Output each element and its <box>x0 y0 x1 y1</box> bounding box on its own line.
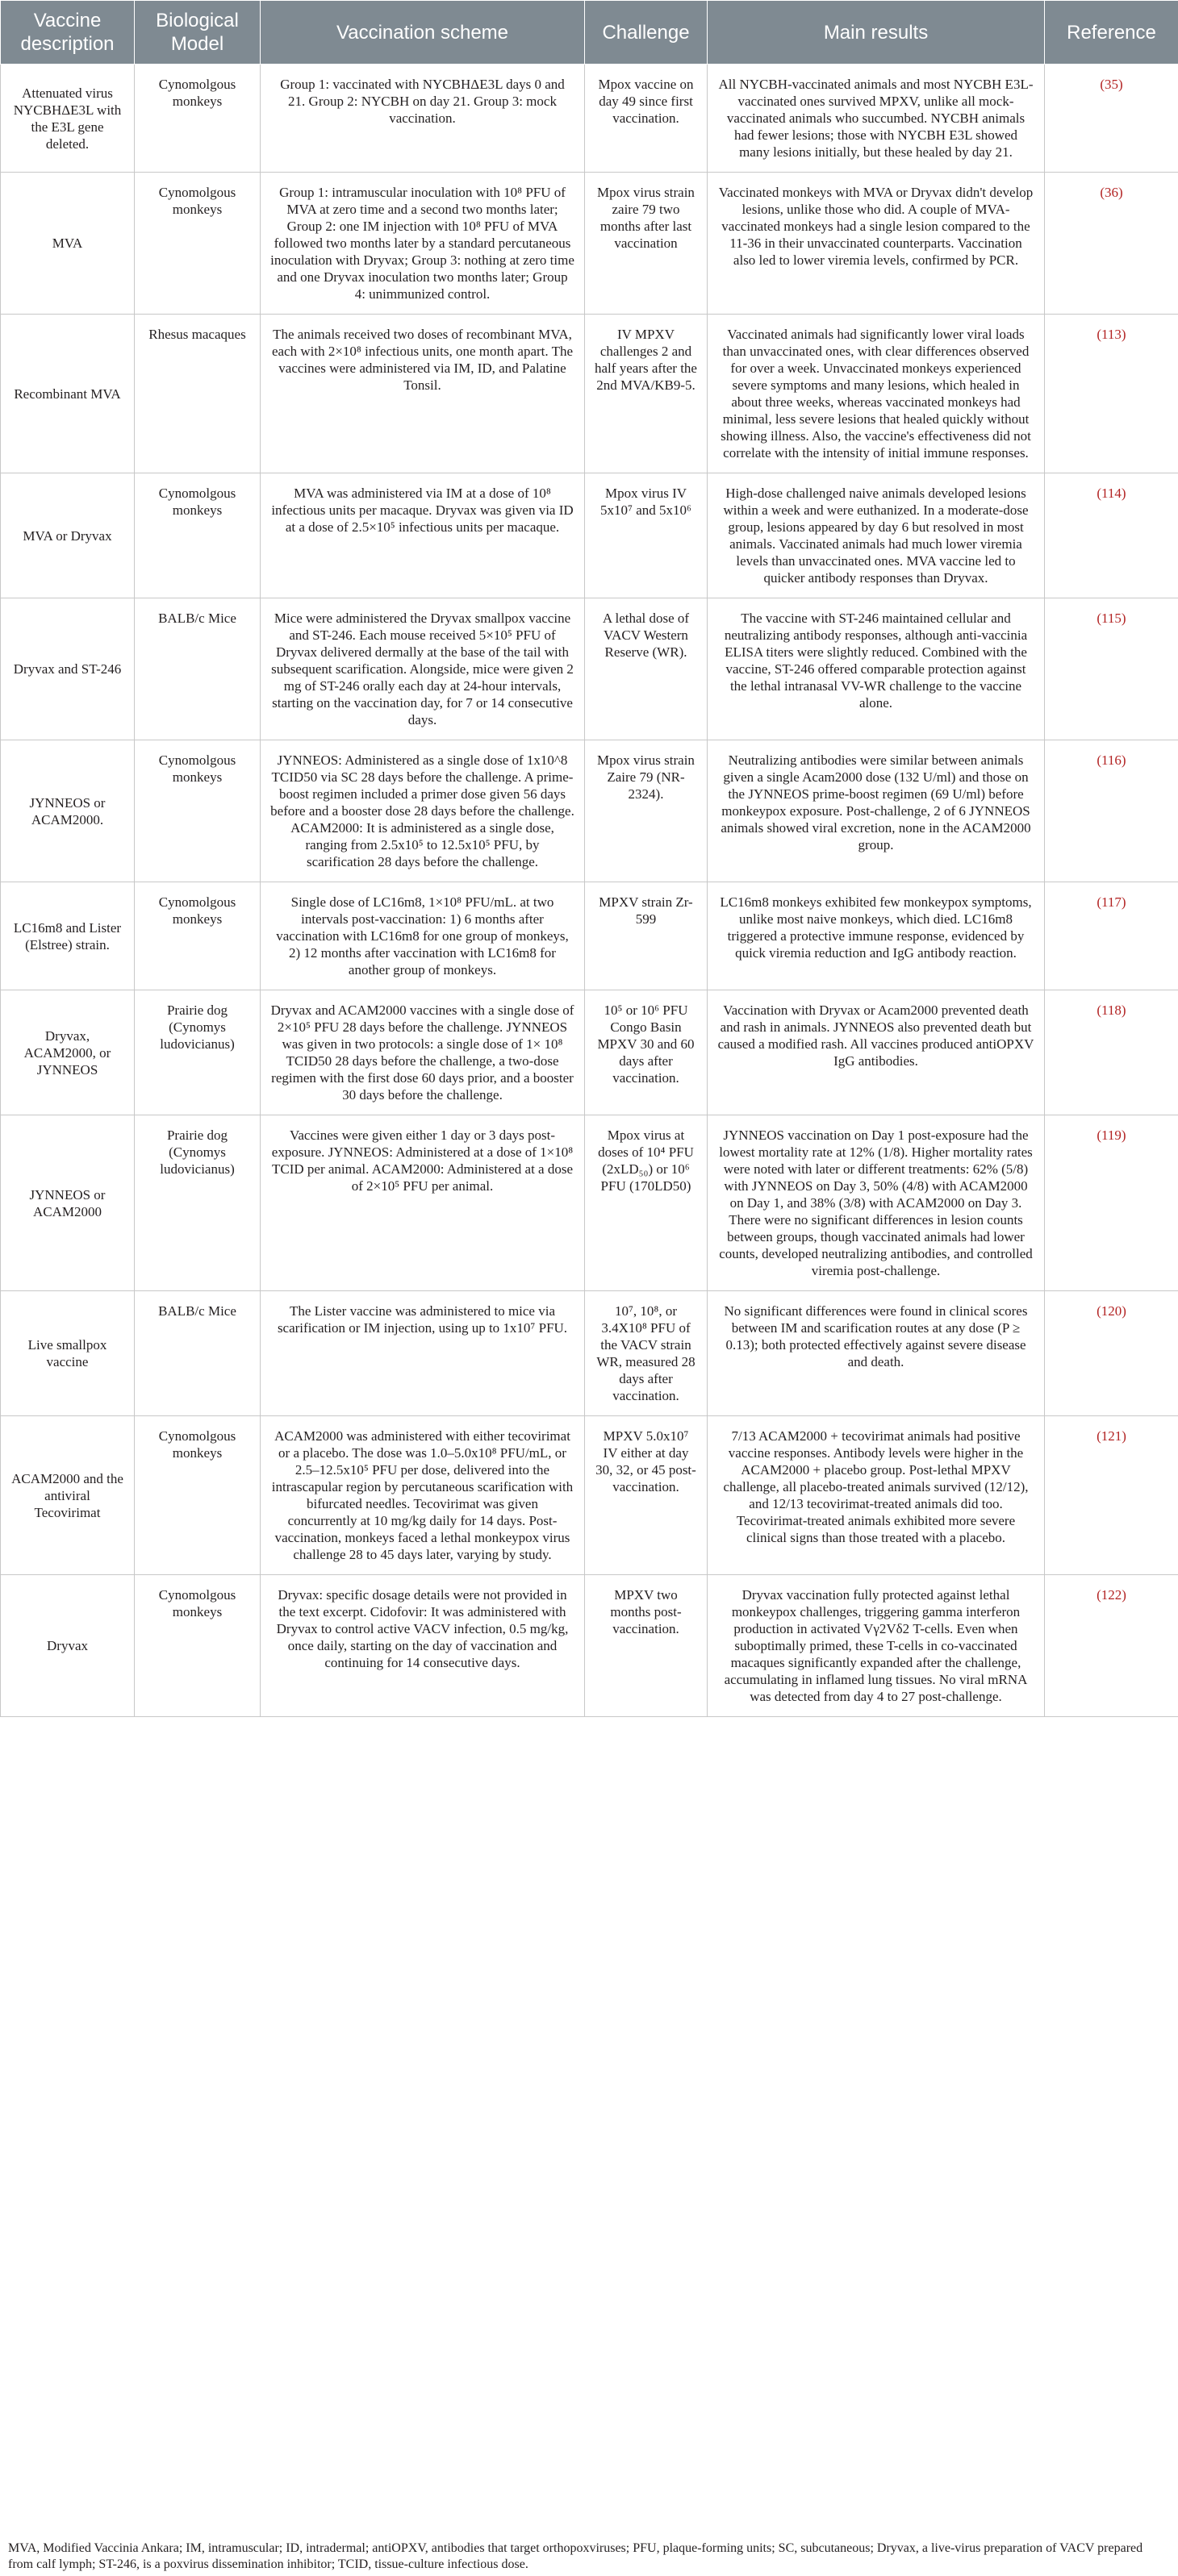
reference-link[interactable]: (117) <box>1045 882 1178 990</box>
vaccine-description-cell: Dryvax and ST-246 <box>1 598 135 740</box>
table-row <box>1 65 1178 173</box>
main-results-cell: No significant differences were found in clinical scores between IM and scarification routes at any dose (P ≥ 0.13); both protected effectively against severe disease and death. <box>708 1291 1045 1416</box>
main-results-cell: 7/13 ACAM2000 + tecovirimat animals had positive vaccine responses. Antibody levels were higher in the ACAM2000 + placebo group. Post-lethal MPXV challenge, all placebo-treated animals survived (12/12), and 12/13 tecovirimat-treated animals did too. Tecovirimat-treated animals exhibited more severe clinical signs than those treated with a placebo. <box>708 1416 1045 1575</box>
vaccination-scheme-cell: Dryvax and ACAM2000 vaccines with a single dose of 2×10⁵ PFU 28 days before the challenge. JYNNEOS was given in two protocols: a single dose of 1× 10⁸ TCID50 28 days before the challenge, a two-dose regimen with the first dose 60 days prior, and a booster 30 days before the challenge. <box>261 990 585 1115</box>
biological-model-cell: Prairie dog (Cynomys ludovicianus) <box>135 1115 261 1291</box>
reference-link[interactable]: (115) <box>1045 598 1178 740</box>
reference-link[interactable]: (122) <box>1045 1575 1178 1717</box>
header-biological-model: Biological Model <box>135 1 261 65</box>
table-row <box>1 598 1178 740</box>
main-results-cell: All NYCBH-vaccinated animals and most NYCBH E3L-vaccinated ones survived MPXV, unlike all mock-vaccinated animals who succumbed. NYCBH animals had fewer lesions; those with NYCBH E3L showed many lesions initially, but these healed by day 21. <box>708 65 1045 173</box>
reference-link[interactable]: (114) <box>1045 473 1178 598</box>
biological-model-cell: Rhesus macaques <box>135 315 261 473</box>
biological-model-cell: Cynomolgous monkeys <box>135 173 261 315</box>
vaccination-scheme-cell: Group 1: vaccinated with NYCBHΔE3L days 0 and 21. Group 2: NYCBH on day 21. Group 3: mock vaccination. <box>261 65 585 173</box>
biological-model-cell: Cynomolgous monkeys <box>135 882 261 990</box>
reference-link[interactable]: (116) <box>1045 740 1178 882</box>
reference-link[interactable]: (121) <box>1045 1416 1178 1575</box>
challenge-cell: Mpox virus at doses of 10⁴ PFU (2xLD₅₀) or 10⁶ PFU (170LD50) <box>585 1115 708 1291</box>
reference-link[interactable]: (118) <box>1045 990 1178 1115</box>
main-results-cell: Dryvax vaccination fully protected against lethal monkeypox challenges, triggering gamma interferon production in activated Vγ2Vδ2 T-cells. Even when suboptimally primed, these T-cells in co-vaccinated macaques significantly expanded after the challenge, accumulating in inflamed lung tissues. No viral mRNA was detected from day 4 to 27 post-challenge. <box>708 1575 1045 1717</box>
vaccination-scheme-cell: Mice were administered the Dryvax smallpox vaccine and ST-246. Each mouse received 5×10⁵ PFU of Dryvax delivered dermally at the base of the tail with subsequent scarification. Alongside, mice were given 2 mg of ST-246 orally each day at 24-hour intervals, starting on the vaccination day, for 7 or 14 consecutive days. <box>261 598 585 740</box>
header-vaccine-description: Vaccine description <box>1 1 135 65</box>
vaccination-scheme-cell: Dryvax: specific dosage details were not provided in the text excerpt. Cidofovir: It was administered with Dryvax to control active VACV infection, 0.5 mg/kg, once daily, starting on the day of vaccination and continuing for 14 consecutive days. <box>261 1575 585 1717</box>
table-body <box>1 65 1178 1717</box>
table-row <box>1 1115 1178 1291</box>
challenge-cell: Mpox virus IV 5x10⁷ and 5x10⁶ <box>585 473 708 598</box>
table-row <box>1 173 1178 315</box>
table-row <box>1 1291 1178 1416</box>
vaccine-description-cell: Dryvax, ACAM2000, or JYNNEOS <box>1 990 135 1115</box>
vaccination-scheme-cell: Vaccines were given either 1 day or 3 days post-exposure. JYNNEOS: Administered at a dose of 1×10⁸ TCID per animal. ACAM2000: Administered at a dose of 2×10⁵ PFU per animal. <box>261 1115 585 1291</box>
vaccine-description-cell: MVA <box>1 173 135 315</box>
vaccination-scheme-cell: MVA was administered via IM at a dose of 10⁸ infectious units per macaque. Dryvax was given via ID at a dose of 2.5×10⁵ infectious units per macaque. <box>261 473 585 598</box>
vaccination-scheme-cell: JYNNEOS: Administered as a single dose of 1x10^8 TCID50 via SC 28 days before the challenge. A prime-boost regimen included a primer dose given 56 days before and a booster dose 28 days before the challenge. ACAM2000: It is administered as a single dose, ranging from 2.5x10⁵ to 12.5x10⁵ PFU, by scarification 28 days before the challenge. <box>261 740 585 882</box>
main-results-cell: JYNNEOS vaccination on Day 1 post-exposure had the lowest mortality rate at 12% (1/8). Higher mortality rates were noted with later or different treatments: 62% (5/8) with JYNNEOS on Day 3, 50% (4/8) with ACAM2000 on Day 1, and 38% (3/8) with ACAM2000 on Day 3. There were no significant differences in lesion counts between groups, though vaccinated animals had lower counts, developed neutralizing antibodies, and controlled viremia post-challenge. <box>708 1115 1045 1291</box>
vaccine-description-cell: Live smallpox vaccine <box>1 1291 135 1416</box>
vaccination-scheme-cell: ACAM2000 was administered with either tecovirimat or a placebo. The dose was 1.0–5.0x10⁸ PFU/mL, or 2.5–12.5x10⁵ PFU per dose, delivered into the intrascapular region by percutaneous scarification with bifurcated needles. Tecovirimat was given concurrently at 10 mg/kg daily for 14 days. Post-vaccination, monkeys faced a lethal monkeypox virus challenge 28 to 45 days later, varying by study. <box>261 1416 585 1575</box>
vaccine-description-cell: Recombinant MVA <box>1 315 135 473</box>
challenge-cell: 10⁵ or 10⁶ PFU Congo Basin MPXV 30 and 60 days after vaccination. <box>585 990 708 1115</box>
vaccine-description-cell: LC16m8 and Lister (Elstree) strain. <box>1 882 135 990</box>
challenge-cell: IV MPXV challenges 2 and half years after the 2nd MVA/KB9-5. <box>585 315 708 473</box>
biological-model-cell: BALB/c Mice <box>135 1291 261 1416</box>
vaccine-description-cell: JYNNEOS or ACAM2000 <box>1 1115 135 1291</box>
main-results-cell: The vaccine with ST-246 maintained cellular and neutralizing antibody responses, although anti-vaccinia ELISA titers were slightly reduced. Combined with the vaccine, ST-246 offered comparable protection against the lethal intranasal VV-WR challenge to the vaccine alone. <box>708 598 1045 740</box>
vaccine-description-cell: Attenuated virus NYCBHΔE3L with the E3L gene deleted. <box>1 65 135 173</box>
biological-model-cell: Cynomolgous monkeys <box>135 740 261 882</box>
vaccine-description-cell: MVA or Dryvax <box>1 473 135 598</box>
main-results-cell: Neutralizing antibodies were similar between animals given a single Acam2000 dose (132 U/ml) and those on the JYNNEOS prime-boost regimen (69 U/ml) before monkeypox exposure. Post-challenge, 2 of 6 JYNNEOS animals showed viral excretion, none in the ACAM2000 group. <box>708 740 1045 882</box>
biological-model-cell: Cynomolgous monkeys <box>135 65 261 173</box>
table-row <box>1 1416 1178 1575</box>
table-row <box>1 882 1178 990</box>
vaccination-scheme-cell: The Lister vaccine was administered to mice via scarification or IM injection, using up to 1x10⁷ PFU. <box>261 1291 585 1416</box>
table-row <box>1 473 1178 598</box>
biological-model-cell: Prairie dog (Cynomys ludovicianus) <box>135 990 261 1115</box>
challenge-cell: MPXV two months post-vaccination. <box>585 1575 708 1717</box>
vaccine-description-cell: Dryvax <box>1 1575 135 1717</box>
challenge-cell: MPXV strain Zr-599 <box>585 882 708 990</box>
table-row <box>1 740 1178 882</box>
table-row <box>1 990 1178 1115</box>
table-row <box>1 315 1178 473</box>
header-vaccination-scheme: Vaccination scheme <box>261 1 585 65</box>
vaccination-scheme-cell: Single dose of LC16m8, 1×10⁸ PFU/mL. at two intervals post-vaccination: 1) 6 months after vaccination with LC16m8 for one group of monkeys, 2) 12 months after vaccination with LC16m8 for another group of monkeys. <box>261 882 585 990</box>
reference-link[interactable]: (119) <box>1045 1115 1178 1291</box>
main-results-cell: High-dose challenged naive animals developed lesions within a week and were euthanized. In a moderate-dose group, lesions appeared by day 6 but resolved in most animals. Vaccinated animals had much lower viremia levels than unvaccinated ones. MVA vaccine led to quicker antibody responses than Dryvax. <box>708 473 1045 598</box>
challenge-cell: 10⁷, 10⁸, or 3.4X10⁸ PFU of the VACV strain WR, measured 28 days after vaccination. <box>585 1291 708 1416</box>
reference-link[interactable]: (36) <box>1045 173 1178 315</box>
reference-link[interactable]: (113) <box>1045 315 1178 473</box>
header-row <box>1 1 1178 65</box>
vaccine-description-cell: ACAM2000 and the antiviral Tecovirimat <box>1 1416 135 1575</box>
biological-model-cell: Cynomolgous monkeys <box>135 473 261 598</box>
reference-link[interactable]: (120) <box>1045 1291 1178 1416</box>
challenge-cell: Mpox virus strain Zaire 79 (NR-2324). <box>585 740 708 882</box>
table-header <box>1 1 1178 65</box>
header-reference: Reference <box>1045 1 1178 65</box>
biological-model-cell: Cynomolgous monkeys <box>135 1575 261 1717</box>
vaccination-scheme-cell: Group 1: intramuscular inoculation with 10⁸ PFU of MVA at zero time and a second two months later; Group 2: one IM injection with 10⁸ PFU of MVA followed two months later by a standard percutaneous inoculation with Dryvax; Group 3: nothing at zero time and one Dryvax inoculation two months later; Group 4: unimmunized control. <box>261 173 585 315</box>
challenge-cell: MPXV 5.0x10⁷ IV either at day 30, 32, or 45 post-vaccination. <box>585 1416 708 1575</box>
challenge-cell: Mpox virus strain zaire 79 two months after last vaccination <box>585 173 708 315</box>
challenge-cell: A lethal dose of VACV Western Reserve (WR). <box>585 598 708 740</box>
table-footnote: MVA, Modified Vaccinia Ankara; IM, intramuscular; ID, intradermal; antiOPXV, antibodies that target orthopoxviruses; PFU, plaque-forming units; SC, subcutaneous; Dryvax, a live-virus preparation of VACV prepared from calf lymph; ST-246, is a poxvirus dissemination inhibitor; TCID, tissue-culture infectious dose. <box>8 2541 1143 2571</box>
header-challenge: Challenge <box>585 1 708 65</box>
vaccine-description-cell: JYNNEOS or ACAM2000. <box>1 740 135 882</box>
main-results-cell: Vaccinated animals had significantly lower viral loads than unvaccinated ones, with clear differences observed for over a week. Unvaccinated monkeys experienced severe symptoms and many lesions, which healed in about three weeks, whereas vaccinated monkeys had minimal, less severe lesions that healed quickly without showing illness. Also, the vaccine's effectiveness did not correlate with the intensity of initial immune responses. <box>708 315 1045 473</box>
main-results-cell: Vaccinated monkeys with MVA or Dryvax didn't develop lesions, unlike those who did. A couple of MVA-vaccinated monkeys had a single lesion compared to the 11-36 in their unvaccinated counterparts. Vaccination also led to lower viremia levels, confirmed by PCR. <box>708 173 1045 315</box>
biological-model-cell: BALB/c Mice <box>135 598 261 740</box>
main-results-cell: Vaccination with Dryvax or Acam2000 prevented death and rash in animals. JYNNEOS also prevented death but caused a modified rash. All vaccines produced antiOPXV IgG antibodies. <box>708 990 1045 1115</box>
biological-model-cell: Cynomolgous monkeys <box>135 1416 261 1575</box>
vaccination-scheme-cell: The animals received two doses of recombinant MVA, each with 2×10⁸ infectious units, one month apart. The vaccines were administered via IM, ID, and Palatine Tonsil. <box>261 315 585 473</box>
table-row <box>1 1575 1178 1717</box>
main-results-cell: LC16m8 monkeys exhibited few monkeypox symptoms, unlike most naive monkeys, which died. LC16m8 triggered a protective immune response, evidenced by quick viremia reduction and IgG antibody reaction. <box>708 882 1045 990</box>
challenge-cell: Mpox vaccine on day 49 since first vaccination. <box>585 65 708 173</box>
header-main-results: Main results <box>708 1 1045 65</box>
reference-link[interactable]: (35) <box>1045 65 1178 173</box>
